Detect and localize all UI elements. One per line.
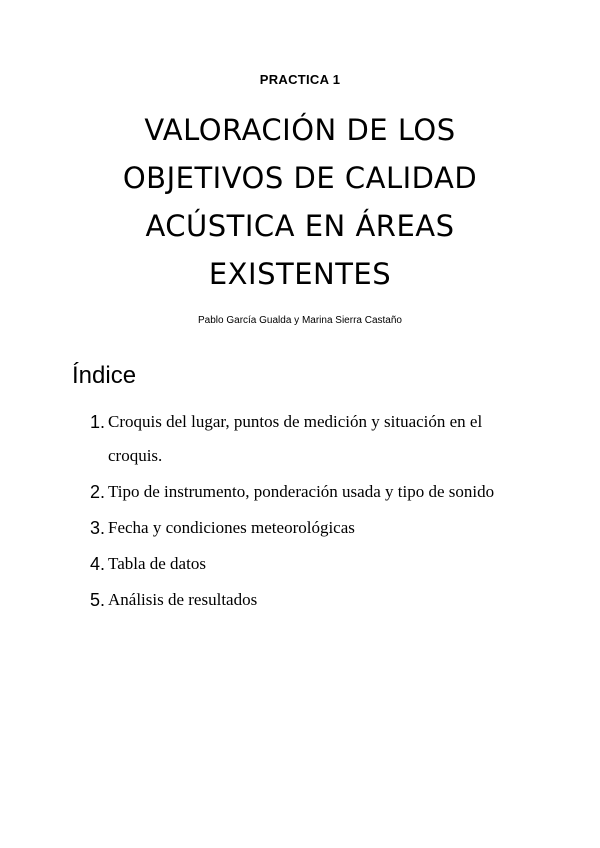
toc-item-number: 5. [90, 590, 106, 610]
toc-item-text: Análisis de resultados [108, 590, 258, 609]
toc-item-number: 1. [90, 412, 106, 432]
toc-item [90, 511, 530, 545]
toc-item-number: 4. [90, 554, 106, 574]
authors-line: Pablo García Gualda y Marina Sierra Castaño [198, 315, 402, 326]
practice-label: PRACTICA 1 [259, 72, 341, 87]
toc-item-text: Fecha y condiciones meteorológicas [108, 518, 355, 537]
toc-item [90, 547, 530, 581]
toc-item [90, 583, 530, 617]
toc-item-text: Tabla de datos [108, 554, 206, 573]
table-of-contents [90, 405, 530, 619]
toc-item [90, 475, 530, 509]
toc-item-text: Tipo de instrumento, ponderación usada y tipo de sonido [108, 482, 495, 501]
index-heading: Índice [72, 362, 137, 389]
toc-item-number: 3. [90, 518, 106, 538]
toc-item-number: 2. [90, 482, 106, 502]
toc-item [90, 405, 530, 473]
document-title: VALORACIÓN DE LOS OBJETIVOS DE CALIDAD ACÚSTICA EN ÁREAS EXISTENTES [122, 113, 478, 291]
toc-item-text: Croquis del lugar, puntos de medición y situación en el croquis. [108, 412, 483, 465]
